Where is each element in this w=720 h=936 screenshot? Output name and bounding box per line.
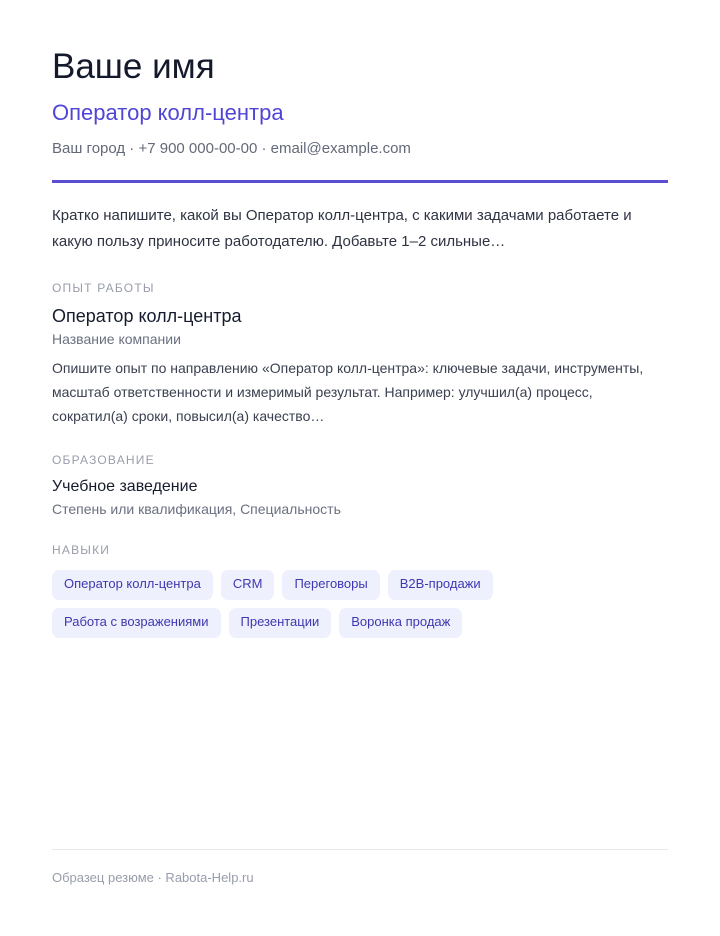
candidate-name: Ваше имя [52, 47, 215, 86]
resume-page [52, 0, 668, 936]
job-description: Опишите опыт по направлению «Оператор колл-центра»: ключевые задачи, инструменты, масштаб ответственности и измеримый результат. Например: улучшил(а) процесс, сократил(а) сроки, повысил(а) качество… [52, 360, 644, 424]
education-section-title: ОБРАЗОВАНИЕ [52, 453, 155, 467]
skill-chip: B2B-продажи [388, 570, 493, 600]
footer-text: Образец резюме · Rabota-Help.ru [52, 870, 254, 885]
job-title: Оператор колл-центра [52, 306, 242, 326]
contact-info: Ваш город · +7 900 000-00-00 · email@example.com [52, 140, 411, 157]
experience-section-title: ОПЫТ РАБОТЫ [52, 281, 155, 295]
skill-chip: Оператор колл-центра [52, 570, 213, 600]
summary-text: Кратко напишите, какой вы Оператор колл-центра, с какими задачами работаете и какую пользу приносите работодателю. Добавьте 1–2 сильные… [52, 207, 632, 250]
skill-chip: Презентации [229, 608, 332, 638]
company-name: Название компании [52, 331, 181, 347]
desired-position: Оператор колл-центра [52, 100, 284, 125]
skill-chip: Работа с возражениями [52, 608, 221, 638]
skill-chip: CRM [221, 570, 275, 600]
skills-section-title: НАВЫКИ [52, 543, 111, 557]
footer-divider [52, 849, 668, 850]
header-divider [52, 180, 668, 183]
skill-chip: Воронка продаж [339, 608, 462, 638]
skill-chip: Переговоры [282, 570, 379, 600]
education-degree: Степень или квалификация, Специальность [52, 501, 341, 517]
skills-list [52, 570, 668, 638]
education-school: Учебное заведение [52, 478, 198, 495]
